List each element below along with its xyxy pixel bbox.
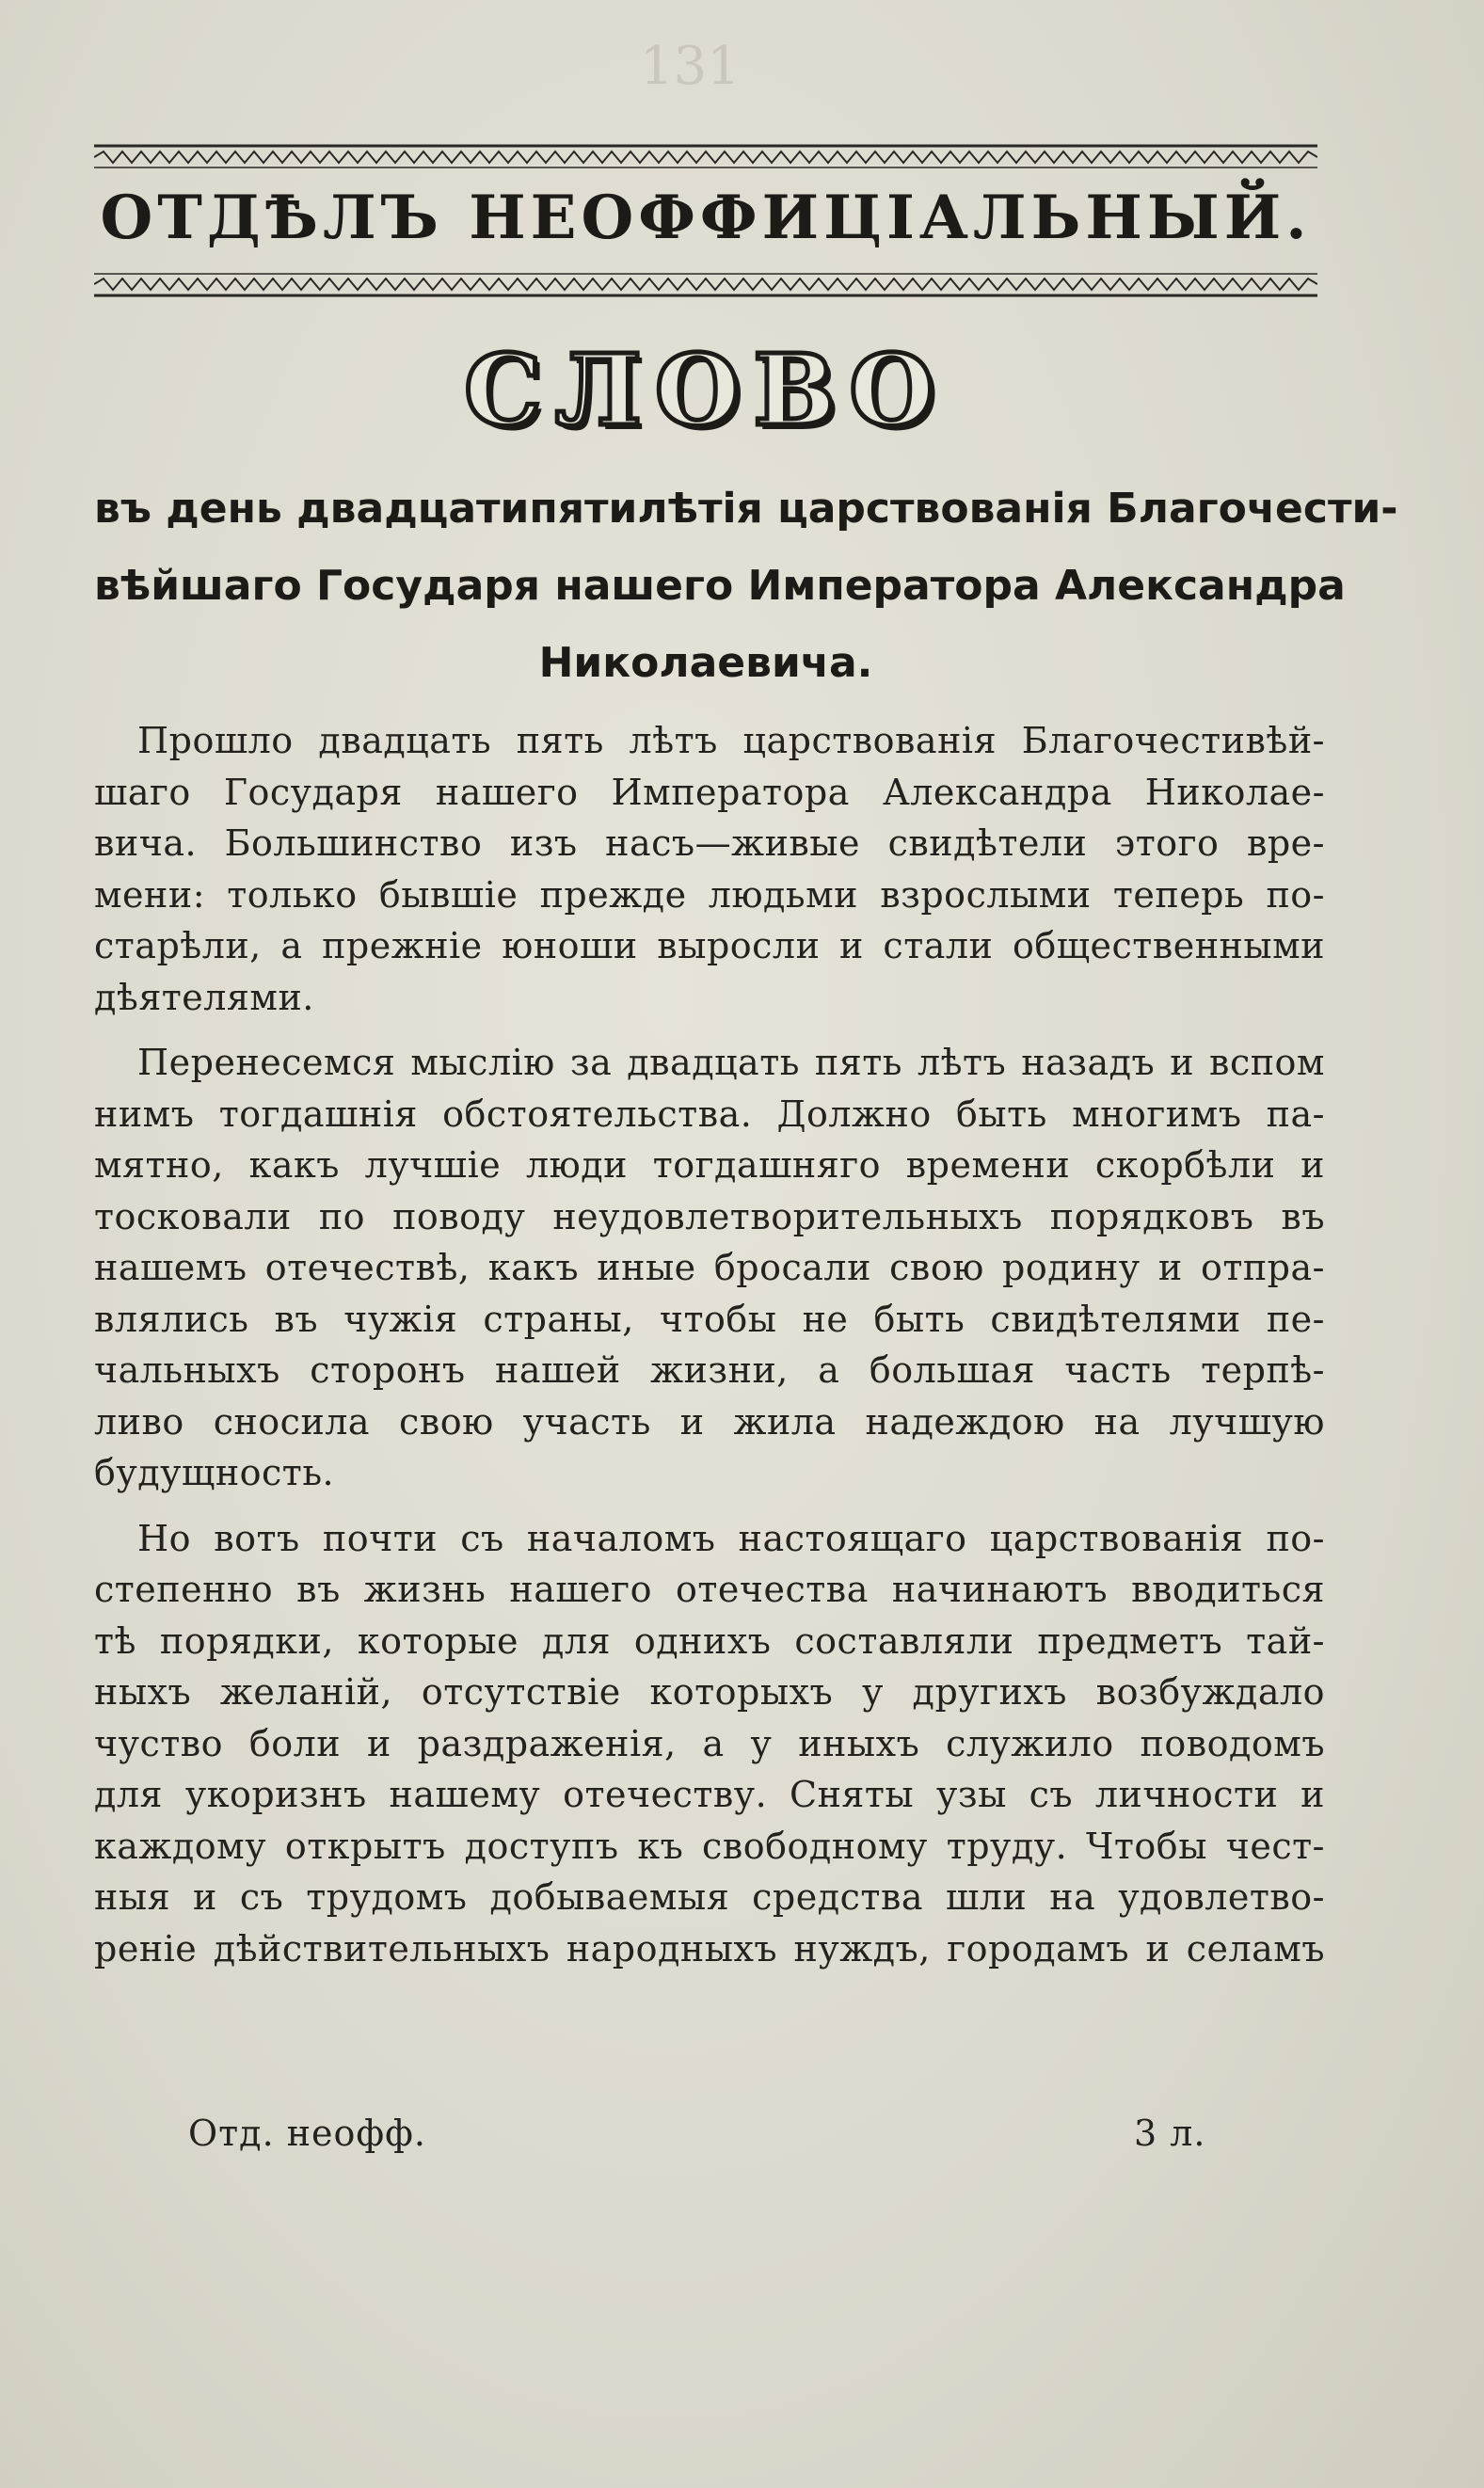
bleed-through-page-number: 131 — [640, 36, 741, 97]
text-line: реніе дѣйствительныхъ народныхъ нуждъ, городамъ и селамъ — [94, 1927, 1325, 1970]
text-line: вича. Большинство изъ насъ—живые свидѣтели этого вре- — [94, 822, 1325, 864]
text-line: нашемъ отечествѣ, какъ иные бросали свою родину и отпра- — [94, 1247, 1325, 1288]
sermon-subtitle — [94, 470, 1398, 702]
top-ornamental-rule — [94, 141, 1317, 169]
text-line: Прошло двадцать пять лѣтъ царствованія Благочестивѣй- — [137, 720, 1325, 761]
text-line: влялись въ чужія страны, чтобы не быть свидѣтелями пе- — [94, 1298, 1325, 1340]
signature-mark-left: Отд. неофф. — [188, 2113, 426, 2154]
text-line: нимъ тогдашнія обстоятельства. Должно быть многимъ па- — [94, 1092, 1325, 1135]
text-line: мени: только бывшіе прежде людьми взрослыми теперь по- — [94, 873, 1325, 916]
text-line: дѣятелями. — [94, 976, 314, 1018]
sermon-title: СЛОВО — [464, 332, 948, 448]
text-line: ныхъ желаній, отсутствіе которыхъ у другихъ возбуждало — [94, 1671, 1325, 1713]
section-heading: ОТДѢЛЪ НЕОФФИЦІАЛЬНЫЙ. — [100, 183, 1312, 253]
paragraph — [94, 1037, 1325, 1499]
text-line: мятно, какъ лучшіе люди тогдашняго времени скорбѣли и — [94, 1144, 1325, 1186]
subtitle-line: въ день двадцатипятилѣтія царствованія Благочести- — [94, 485, 1398, 533]
body-text — [94, 715, 1325, 1988]
paragraph — [94, 1513, 1325, 1975]
text-line: чуство боли и раздраженія, а у иныхъ служило поводомъ — [94, 1722, 1325, 1764]
text-line: Но вотъ почти съ началомъ настоящаго царствованія по- — [137, 1517, 1325, 1559]
text-line: шаго Государя нашего Императора Александра Николае- — [94, 771, 1325, 813]
subtitle-line: Николаевича. — [538, 639, 873, 687]
text-line: тосковали по поводу неудовлетворительныхъ порядковъ въ — [94, 1195, 1325, 1237]
subtitle-line: вѣйшаго Государя нашего Императора Александра — [94, 562, 1346, 610]
text-line: степенно въ жизнь нашего отечества начинаютъ вводиться — [94, 1569, 1325, 1610]
bottom-ornamental-rule — [94, 271, 1317, 299]
paragraph — [94, 715, 1325, 1023]
text-line: для укоризнъ нашему отечеству. Сняты узы съ личности и — [94, 1774, 1325, 1815]
text-line: тѣ порядки, которые для однихъ составляли предметъ тай- — [94, 1619, 1325, 1662]
text-line: каждому открытъ доступъ къ свободному труду. Чтобы чест- — [94, 1825, 1325, 1867]
text-line: Перенесемся мыслію за двадцать пять лѣтъ назадъ и вспом — [137, 1042, 1325, 1083]
text-line: чальныхъ сторонъ нашей жизни, а большая часть терпѣ- — [94, 1349, 1325, 1391]
text-line: старѣли, а прежніе юноши выросли и стали общественными — [94, 925, 1325, 966]
text-line: ныя и съ трудомъ добываемыя средства шли на удовлетво- — [94, 1876, 1325, 1918]
signature-mark-right: 3 л. — [1134, 2113, 1206, 2154]
text-line: будущность. — [94, 1452, 335, 1493]
text-line: ливо сносила свою участь и жила надеждою на лучшую — [94, 1400, 1325, 1443]
